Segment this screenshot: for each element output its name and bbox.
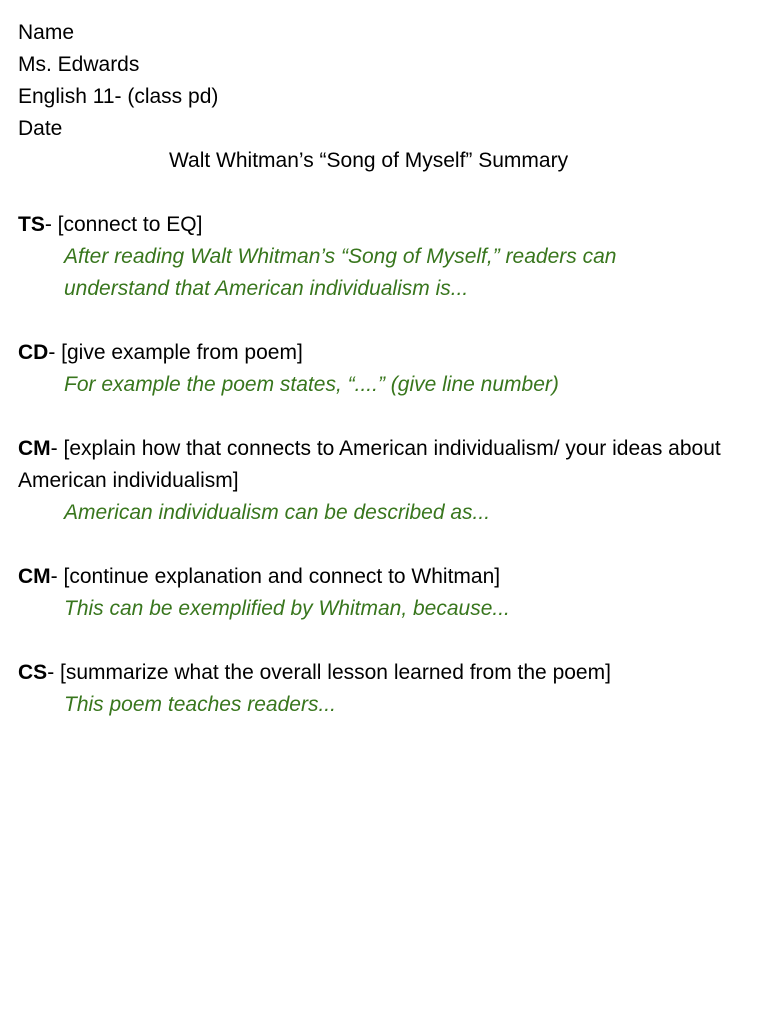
section-cd-answer: For example the poem states, “....” (give line number) xyxy=(64,373,559,396)
section-cm2-heading xyxy=(18,561,748,593)
spacer xyxy=(18,625,748,657)
section-cd-heading xyxy=(18,337,748,369)
spacer xyxy=(18,177,748,209)
section-cm2-label: CM xyxy=(18,565,51,588)
class-line: English 11- (class pd) xyxy=(18,85,219,108)
document-title: Walt Whitman’s “Song of Myself” Summary xyxy=(169,149,569,172)
section-cs-heading xyxy=(18,657,748,689)
section-cs-instruction: - [summarize what the overall lesson learned from the poem] xyxy=(47,661,611,684)
section-cd-label: CD xyxy=(18,341,49,364)
section-cs-label: CS xyxy=(18,661,48,684)
section-ts-answer: After reading Walt Whitman’s “Song of Myself,” readers can understand that American individualism is... xyxy=(64,245,617,300)
section-cm2-instruction: - [continue explanation and connect to Whitman] xyxy=(50,565,501,588)
section-cm1-heading xyxy=(18,433,748,497)
section-cm1-answer: American individualism can be described as... xyxy=(64,501,491,524)
section-ts-instruction: - [connect to EQ] xyxy=(44,213,203,236)
section-ts-label: TS xyxy=(18,213,45,236)
section-ts-heading xyxy=(18,209,748,241)
section-cm1-instruction: - [explain how that connects to American individualism/ your ideas about American individualism] xyxy=(18,437,721,492)
teacher-name-line: Ms. Edwards xyxy=(18,53,140,76)
section-cm1-label: CM xyxy=(18,437,51,460)
section-cm2-answer: This can be exemplified by Whitman, because... xyxy=(64,597,510,620)
date-line: Date xyxy=(18,117,63,140)
section-cs-answer: This poem teaches readers... xyxy=(64,693,336,716)
section-cd-instruction: - [give example from poem] xyxy=(48,341,303,364)
spacer xyxy=(18,305,748,337)
spacer xyxy=(18,529,748,561)
spacer xyxy=(18,401,748,433)
student-name-line: Name xyxy=(18,21,75,44)
